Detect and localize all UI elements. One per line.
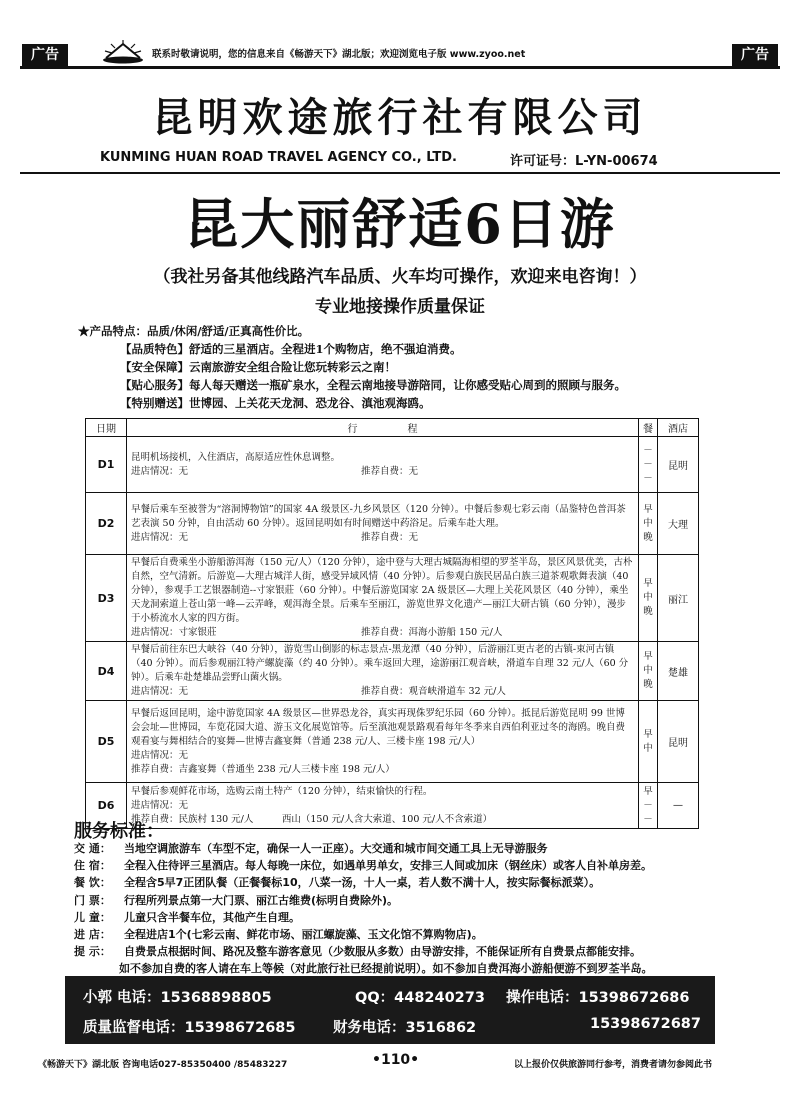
service-text: 全程进店1个(七彩云南、鲜花市场、丽江螺旋藻、玉文化馆不算购物店)。 — [124, 928, 483, 942]
tour-title: 昆大丽舒适6日游 — [184, 192, 616, 256]
subtitle-guarantee: 专业地接操作质量保证 — [315, 297, 485, 317]
table-row — [86, 437, 699, 493]
meal-cell: 早 － － — [639, 783, 658, 829]
table-row — [86, 642, 699, 701]
feature-service: 【贴心服务】每人每天赠送一瓶矿泉水，全程云南地接导游陪同，让你感受贴心周到的照顾与服务。 — [120, 378, 626, 392]
shop-visit: 进店情况：无 — [131, 686, 189, 697]
service-label: 进 店： — [74, 928, 111, 942]
table-row — [86, 701, 699, 783]
service-label: 门 票： — [74, 893, 111, 907]
itinerary-table — [85, 418, 699, 829]
footer-left: 《畅游天下》湖北版 咨询电话027-85350400 /85483227 — [38, 1060, 288, 1070]
shop-visit: 进店情况：无 — [131, 465, 189, 477]
service-text: 全程入住待评三星酒店。每人每晚一床位，如遇单男单女，安排三人间或加床（钢丝床）或客人自补单房差。 — [124, 859, 652, 873]
header-hotel: 酒店 — [658, 419, 699, 437]
shop-visit: 进店情况：寸家银莊 — [131, 627, 217, 638]
header-divider — [20, 66, 780, 69]
meal-cell: 早 中 晚 — [639, 493, 658, 555]
license-number: 许可证号：L-YN-00674 — [510, 154, 658, 169]
shop-visit: 进店情况：无 — [131, 799, 189, 811]
day-description — [127, 555, 639, 642]
recommended-extra: 推荐自费：民族村 130 元/人 西山（150 元/人含大索道、100 元/人不含索道） — [131, 813, 493, 825]
service-text: 全程含5早7正团队餐（正餐餐标10，八菜一汤，十人一桌，若人数不满十人，按实际餐标派菜）。 — [124, 876, 601, 890]
service-title: 服务标准： — [74, 821, 164, 842]
day-label: D1 — [86, 437, 127, 493]
contact-operation: 操作电话：15398672686 — [506, 990, 690, 1006]
shop-visit: 进店情况：无 — [131, 749, 189, 761]
hotel-cell: 昆明 — [658, 701, 699, 783]
magazine-logo-icon — [100, 40, 146, 64]
ad-tag-left: 广告 — [22, 44, 68, 66]
service-label: 提 示： — [74, 945, 111, 959]
table-row — [86, 783, 699, 829]
day-description — [127, 493, 639, 555]
table-header-row — [86, 419, 699, 437]
product-features — [78, 322, 626, 412]
service-label: 住 宿： — [74, 859, 111, 873]
service-label: 餐 饮： — [74, 876, 111, 890]
day-text: 早餐后自费乘坐小游船游洱海（150 元/人）（120 分钟），途中登与大理古城隔海相望的罗荃半岛，景区风景优美，古朴自然，空气清新。后游览—大理古城洋人街，感受异域风情（40 分钟）。后参观白族民居品白族三道茶观歌舞表演（40 分钟），参观手工艺银器制造--寸家银莊（60 分钟）。中餐后游览国家 2A 级景区—大理上关花风景区（40 分钟），乘坐天龙洞索道上苍山第一峰—云弄峰，观洱海全景。后乘车至丽江，游览世界文化遗产—丽江大研古镇（60 分钟），漫步于小桥流水人家的四方街。 — [131, 557, 633, 624]
subtitle-options: （我社另备其他线路汽车品质、火车均可操作，欢迎来电咨询！） — [153, 267, 647, 287]
day-description — [127, 642, 639, 701]
table-row — [86, 493, 699, 555]
day-text: 早餐后前往东巴大峡谷（40 分钟），游览雪山倒影的标志景点-黑龙潭（40 分钟），后游丽江更古老的古镇-束河古镇（40 分钟）。而后参观丽江特产螺旋藻（约 40 分钟）。乘车返回大理，途游丽江观音峡，滑道车自理 32 元/人（60 分钟）。后乘车赴楚雄品尝野山菌火锅。 — [131, 644, 629, 683]
day-text: 早餐后参观鲜花市场，选购云南土特产（120 分钟），结束愉快的行程。 — [131, 785, 433, 797]
header-date: 日期 — [86, 419, 127, 437]
company-divider — [20, 172, 780, 174]
header-itinerary: 行 程 — [127, 419, 639, 437]
header-meal: 餐 — [639, 419, 658, 437]
day-label: D3 — [86, 555, 127, 642]
service-label: 交 通： — [74, 842, 111, 855]
recommended-extra: 推荐自费：无 — [361, 465, 419, 477]
ad-tag-right: 广告 — [732, 44, 778, 66]
company-name: 昆明欢途旅行社有限公司 — [152, 95, 648, 141]
recommended-extra: 推荐自费：洱海小游船 150 元/人 — [361, 627, 503, 638]
contact-finance: 财务电话：3516862 — [333, 1020, 477, 1036]
recommended-extra: 推荐自费：无 — [361, 531, 419, 543]
company-name-en: KUNMING HUAN ROAD TRAVEL AGENCY CO., LTD. — [100, 150, 457, 165]
hotel-cell: 大理 — [658, 493, 699, 555]
meal-cell: 早 中 晚 — [639, 642, 658, 701]
day-description — [127, 701, 639, 783]
service-label: 儿 童： — [74, 910, 111, 924]
meal-cell: － － － — [639, 437, 658, 493]
hotel-cell: — — [658, 783, 699, 829]
day-label: D5 — [86, 701, 127, 783]
recommended-extra: 推荐自费：吉鑫宴舞（普通坐 238 元/人三楼卡座 198 元/人） — [131, 763, 395, 775]
page-number: •110• — [372, 1052, 420, 1068]
day-description — [127, 783, 639, 829]
feature-safety: 【安全保障】云南旅游安全组合险让您玩转彩云之南！ — [120, 360, 396, 374]
day-label: D4 — [86, 642, 127, 701]
features-lead: ★产品特点：品质/休闲/舒适/正真高性价比。 — [78, 324, 310, 338]
table-row — [86, 555, 699, 642]
service-text: 自费景点根据时间、路况及整车游客意见（少数服从多数）由导游安排，不能保证所有自费景点都能安排。 — [124, 945, 641, 959]
meal-cell: 早 中 — [639, 701, 658, 783]
service-text: 当地空调旅游车（车型不定，确保一人一正座）。大交通和城市间交通工具上无导游服务 — [124, 842, 548, 855]
day-text: 昆明机场接机，入住酒店，高原适应性休息调整。 — [131, 451, 341, 463]
contact-operation-2: 15398672687 — [590, 1016, 701, 1032]
day-label: D2 — [86, 493, 127, 555]
contact-xiaoguo: 小郭 电话：15368898805 — [83, 990, 272, 1006]
hotel-cell: 昆明 — [658, 437, 699, 493]
service-standards — [74, 840, 653, 978]
day-label: D6 — [86, 783, 127, 829]
day-description — [127, 437, 639, 493]
service-text: 儿童只含半餐车位，其他产生自理。 — [124, 910, 300, 924]
shop-visit: 进店情况：无 — [131, 531, 189, 543]
meal-cell: 早 中 晚 — [639, 555, 658, 642]
hotel-cell: 楚雄 — [658, 642, 699, 701]
contact-box — [65, 976, 715, 1044]
hotel-cell: 丽江 — [658, 555, 699, 642]
footer-right: 以上报价仅供旅游同行参考，消费者请勿参阅此书 — [514, 1060, 713, 1070]
service-text: 行程所列景点第一大门票、丽江古维费(标明自费除外)。 — [124, 893, 399, 907]
header-notice: 联系时敬请说明，您的信息来自《畅游天下》湖北版；欢迎浏览电子版 www.zyoo.net — [152, 49, 526, 60]
day-text: 早餐后乘车至被誉为“溶洞博物馆”的国家 4A 级景区-九乡风景区（120 分钟）。中餐后参观七彩云南（品鉴特色普洱茶艺表演 50 分钟，自由活动 60 分钟）。返回昆明如有时间赠送中药浴足。后乘车赴大理。 — [131, 503, 626, 529]
day-text: 早餐后返回昆明，途中游览国家 4A 级景区—世界恐龙谷，真实再现侏罗纪乐园（60 分钟）。抵昆后游览昆明 99 世博会会址—世博园，车览花园大道、游玉文化展览馆等。后至滇池观景路观看每年冬季来自西伯利亚过冬的海鸥。晚自费观看宴与舞相结合的宴舞—世博吉鑫宴舞（普通 238 元/人、三楼卡座 198 元/人） — [131, 707, 626, 747]
feature-quality: 【品质特色】舒适的三星酒店。全程进1个购物店，绝不强迫消费。 — [120, 342, 462, 356]
service-note: 如不参加自费的客人请在车上等候（对此旅行社已经提前说明）。如不参加自费洱海小游船便游不到罗荃半岛。 — [119, 962, 653, 976]
feature-gifts: 【特别赠送】世博园、上关花天龙洞、恐龙谷、滇池观海鸥。 — [120, 396, 431, 410]
contact-qq: QQ：448240273 — [355, 990, 485, 1006]
contact-quality: 质量监督电话：15398672685 — [83, 1020, 296, 1036]
recommended-extra: 推荐自费：观音峡滑道车 32 元/人 — [361, 686, 506, 697]
